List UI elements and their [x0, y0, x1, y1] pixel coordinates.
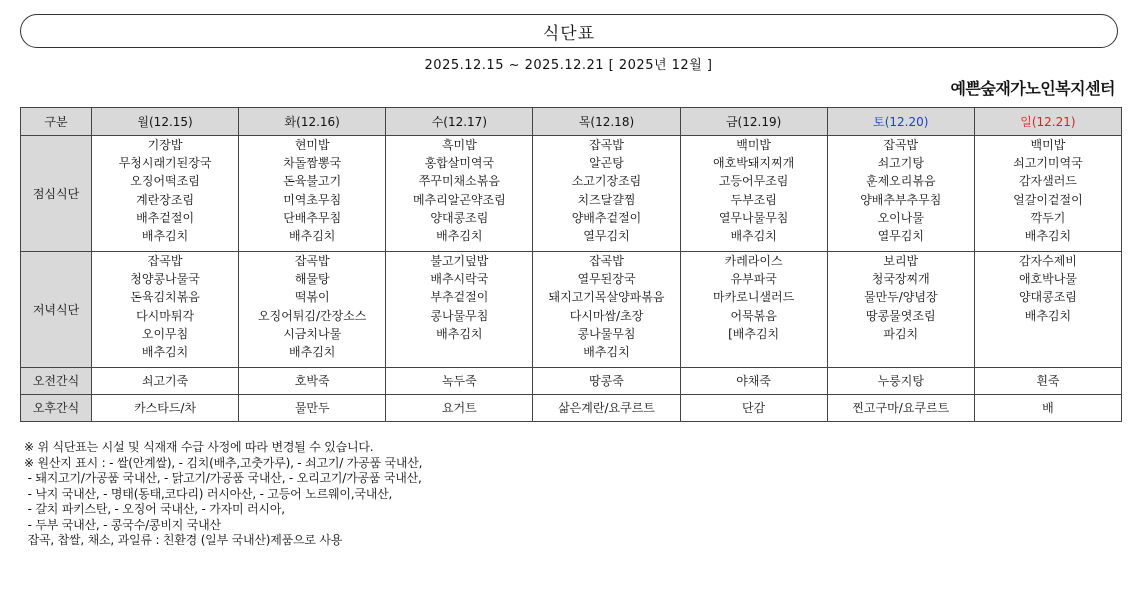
dish-item: 고등어무조림: [718, 174, 789, 189]
dish-item: 백미밥: [736, 138, 772, 152]
dish-item: 배추김치: [141, 345, 189, 360]
snack-cell: 물만두: [239, 395, 386, 422]
snack-cell: 녹두죽: [386, 368, 533, 395]
dish-item: 흑미밥: [441, 138, 477, 152]
dish-item: 계란장조림: [136, 192, 195, 207]
notes-section: [24, 440, 422, 549]
dish-item: 잡곡밥: [147, 254, 183, 268]
menu-cell: [827, 252, 974, 368]
dish-item: 배추김치: [289, 229, 336, 244]
dish-item: 청국장찌개: [871, 272, 930, 287]
dish-item: 양배추부추무침: [860, 192, 942, 207]
note-line: ※ 위 식단표는 시설 및 식재재 수급 사정에 따라 변경될 수 있습니다.: [24, 440, 374, 454]
dish-item: 열무김치: [583, 229, 630, 244]
menu-cell: [533, 136, 680, 252]
note-line: - 두부 국내산, - 콩국수/콩비지 국내산: [24, 517, 221, 532]
dish-item: 열무김치: [877, 229, 924, 244]
dish-item: 훈제오리볶음: [865, 174, 936, 189]
snack-cell: 호박죽: [239, 368, 386, 395]
dish-item: 물만두/양념장: [863, 290, 938, 305]
header-day: 화(12.16): [239, 108, 386, 136]
row-label-morning-snack: 오전간식: [21, 368, 92, 395]
dish-item: 두부조림: [730, 192, 777, 207]
dish-item: 미역초무침: [283, 192, 342, 207]
dish-item: 파김치: [883, 326, 919, 341]
snack-cell: 카스타드/차: [92, 395, 239, 422]
dish-item: 잡곡밥: [589, 254, 624, 268]
dish-item: 배추김치: [141, 229, 189, 244]
dish-item: 오이무침: [141, 326, 189, 341]
row-label-lunch: 점심식단: [21, 136, 92, 252]
dish-item: 해물탕: [294, 272, 330, 287]
dish-item: 배추시락국: [430, 272, 489, 287]
dish-item: 보리밥: [883, 254, 919, 268]
dish-item: 열무된장국: [577, 272, 636, 287]
dish-item: 배추김치: [1024, 308, 1072, 323]
dish-item: 단배추무침: [283, 210, 342, 225]
dish-item: 잡곡밥: [883, 138, 919, 152]
dish-item: 치즈달걀찜: [577, 192, 636, 207]
page-title: 식단표: [542, 23, 596, 44]
dish-item: 카레라이스: [724, 254, 783, 268]
dish-item: 차돌짬뽕국: [283, 156, 342, 171]
snack-cell: 배: [974, 395, 1121, 422]
dish-item: 돈육불고기: [283, 174, 342, 189]
menu-period: 2025.12.15 ~ 2025.12.21 [ 2025년 12월 ]: [424, 58, 713, 73]
header-day-saturday: 토(12.20): [827, 108, 974, 136]
dish-item: 백미밥: [1030, 138, 1066, 152]
note-line: 잡곡, 찹쌀, 채소, 과일류 : 친환경 (일부 국내산)제품으로 사용: [24, 533, 343, 547]
dish-item: 마카로니샐러드: [713, 290, 795, 305]
header-day-sunday: 일(12.21): [974, 108, 1121, 136]
menu-cell: [386, 252, 533, 368]
dish-item: 다시마튀각: [136, 308, 195, 323]
dish-item: 깍두기: [1030, 210, 1066, 225]
dish-item: 기장밥: [147, 138, 183, 152]
organization-name: 예쁜숲재가노인복지센터: [950, 79, 1115, 98]
note-line: - 갈치 파키스탄, - 오징어 국내산, - 가자미 러시아,: [24, 502, 285, 516]
dish-item: 현미밥: [294, 138, 330, 152]
dish-item: 돼지고기목살양파볶음: [548, 290, 665, 305]
dish-item: 오징어떡조림: [130, 174, 200, 189]
dish-item: 땅콩물엿조림: [865, 308, 936, 323]
dish-item: 오징어튀김/간장소스: [258, 308, 367, 323]
dish-item: 홍합살미역국: [424, 156, 495, 171]
dish-item: 양배추겉절이: [571, 210, 642, 225]
header-day: 금(12.19): [680, 108, 827, 136]
snack-cell: 쇠고기죽: [92, 368, 239, 395]
table-row-afternoon-snack: [21, 395, 1122, 422]
header-day: 목(12.18): [533, 108, 680, 136]
dish-item: 콩나물무침: [430, 308, 489, 323]
snack-cell: 찐고구마/요쿠르트: [827, 395, 974, 422]
dish-item: 쇠고기미역국: [1013, 156, 1083, 171]
row-label-dinner: 저녁식단: [21, 252, 92, 368]
menu-cell: [974, 252, 1121, 368]
dish-item: 애호박돼지찌개: [713, 156, 795, 171]
note-line: - 돼지고기/가공품 국내산, - 닭고기/가공품 국내산, - 오리고기/가공품 국내산,: [24, 471, 422, 485]
dish-item: 불고기덮밥: [430, 254, 489, 268]
dish-item: 잡곡밥: [589, 138, 624, 152]
dish-item: 다시마쌈/초장: [569, 308, 644, 323]
menu-cell: [92, 136, 239, 252]
dish-item: 배추김치: [436, 326, 483, 341]
menu-cell: [239, 136, 386, 252]
snack-cell: 야채죽: [680, 368, 827, 395]
menu-cell: [974, 136, 1121, 252]
dish-item: 청양콩나물국: [130, 272, 200, 287]
menu-cell: [533, 252, 680, 368]
dish-item: 메추리알곤약조림: [412, 192, 506, 207]
dish-item: 돈육김치볶음: [130, 290, 200, 305]
snack-cell: 요거트: [386, 395, 533, 422]
snack-cell: 흰죽: [974, 368, 1121, 395]
dish-item: 콩나물무침: [577, 326, 636, 341]
dish-item: 배추김치: [1024, 229, 1072, 244]
dish-item: 양대콩조림: [1018, 290, 1077, 305]
table-row-dinner: [21, 252, 1122, 368]
dish-item: 오이나물: [877, 210, 924, 225]
row-label-afternoon-snack: 오후간식: [21, 395, 92, 422]
dish-item: 떡볶이: [294, 290, 330, 305]
snack-cell: 단감: [680, 395, 827, 422]
dish-item: 알곤탕: [589, 156, 624, 171]
table-row-lunch: [21, 136, 1122, 252]
table-header-row: [21, 108, 1122, 136]
dish-item: 어묵볶음: [730, 308, 777, 323]
dish-item: 소고기장조림: [571, 174, 642, 189]
header-day: 월(12.15): [92, 108, 239, 136]
menu-cell: [827, 136, 974, 252]
dish-item: 부추겉절이: [430, 290, 489, 305]
menu-cell: [239, 252, 386, 368]
weekly-menu-table: [20, 107, 1122, 422]
dish-item: 얼갈이겉절이: [1013, 192, 1083, 207]
note-line: - 낙지 국내산, - 명태(동태,코다리) 러시아산, - 고등어 노르웨이,국내산,: [24, 486, 393, 501]
menu-cell: [680, 136, 827, 252]
snack-cell: 누룽지탕: [827, 368, 974, 395]
menu-cell: [386, 136, 533, 252]
dish-item: [배추김치: [728, 326, 780, 341]
dish-item: 배추겉절이: [136, 210, 195, 225]
dish-item: 쭈꾸미채소볶음: [418, 174, 500, 189]
dish-item: 감자샐러드: [1018, 174, 1077, 189]
dish-item: 유부파국: [730, 272, 777, 287]
header-day: 수(12.17): [386, 108, 533, 136]
dish-item: 양대콩조림: [430, 210, 489, 225]
dish-item: 잡곡밥: [294, 254, 330, 268]
dish-item: 감자수제비: [1018, 254, 1077, 268]
menu-cell: [92, 252, 239, 368]
header-corner: 구분: [21, 108, 92, 136]
dish-item: 배추김치: [436, 229, 483, 244]
dish-item: 애호박나물: [1018, 272, 1077, 287]
menu-title-box: [20, 14, 1118, 48]
note-line: ※ 원산지 표시 : - 쌀(안계쌀), - 김치(배추,고춧가루), - 쇠고기/ 가공품 국내산,: [24, 455, 423, 470]
menu-cell: [680, 252, 827, 368]
table-row-morning-snack: [21, 368, 1122, 395]
snack-cell: 땅콩죽: [533, 368, 680, 395]
dish-item: 무청시래기된장국: [118, 156, 212, 171]
dish-item: 쇠고기탕: [877, 156, 924, 171]
dish-item: 배추김치: [289, 345, 336, 360]
dish-item: 배추김치: [730, 229, 777, 244]
dish-item: 열무나물무침: [718, 210, 789, 225]
dish-item: 배추김치: [583, 345, 630, 360]
dish-item: 시금치나물: [283, 326, 342, 341]
snack-cell: 삶은계란/요쿠르트: [533, 395, 680, 422]
